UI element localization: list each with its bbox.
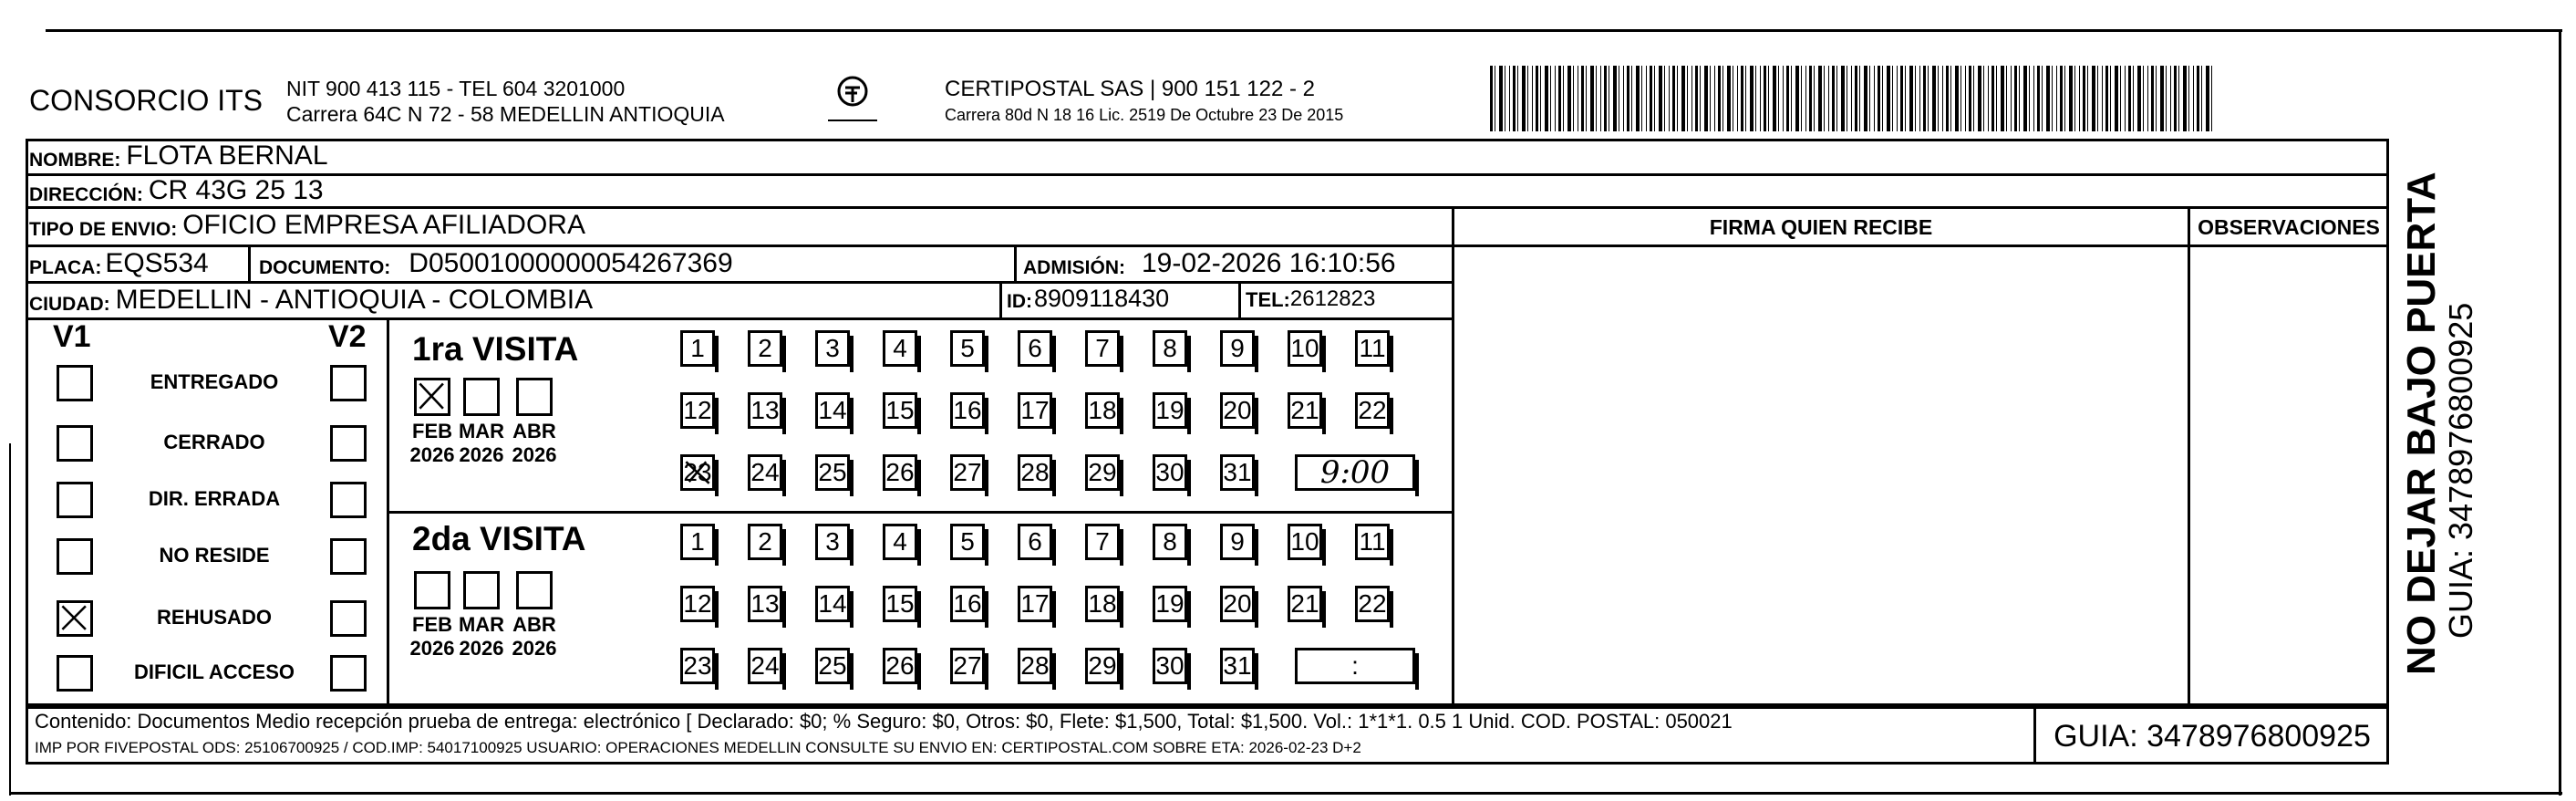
- first-month-checkbox[interactable]: [463, 378, 500, 416]
- v2-label: V2: [328, 319, 367, 354]
- id-divider: [999, 281, 1002, 317]
- second-day-number: 28: [1020, 651, 1050, 680]
- tel-value: 2612823: [1289, 286, 1376, 311]
- page-top-border: [46, 29, 2562, 32]
- second-day-number: 19: [1155, 589, 1185, 618]
- footer-guia-divider: [2033, 706, 2036, 765]
- visit-divider: [387, 511, 1454, 514]
- side-warning: [2400, 164, 2478, 675]
- second-day-box[interactable]: [1220, 648, 1255, 684]
- first-day-box[interactable]: [883, 392, 917, 429]
- admision-row: [1023, 248, 1396, 279]
- first-day-box[interactable]: [1220, 330, 1255, 367]
- second-month-label: MAR 2026: [458, 613, 505, 660]
- second-month-checkbox[interactable]: [516, 571, 553, 609]
- status-label: NO RESIDE: [159, 544, 270, 567]
- tel-label: TEL:: [1246, 288, 1290, 311]
- admision-value: 19-02-2026 16:10:56: [1142, 248, 1396, 278]
- first-month-checkbox[interactable]: [414, 378, 450, 416]
- second-day-number: 8: [1163, 527, 1177, 556]
- nombre-label: NOMBRE:: [29, 150, 121, 171]
- observaciones-label: OBSERVACIONES: [2198, 215, 2380, 239]
- second-day-box[interactable]: [680, 524, 715, 560]
- second-day-number: 5: [960, 527, 975, 556]
- second-day-box[interactable]: [1153, 586, 1187, 622]
- status-label: CERRADO: [163, 431, 265, 453]
- first-day-number: 21: [1290, 396, 1319, 424]
- second-day-number: 25: [818, 651, 847, 680]
- first-day-number: 24: [750, 458, 780, 486]
- placa-row: [29, 248, 209, 279]
- first-month-label: FEB 2026: [409, 420, 455, 466]
- first-day-box[interactable]: [815, 454, 850, 491]
- second-day-number: 21: [1290, 589, 1319, 618]
- firma-left-divider: [1452, 206, 1454, 706]
- id-value: 8909118430: [1034, 285, 1170, 312]
- first-day-number: 9: [1230, 334, 1245, 362]
- first-day-box[interactable]: [1220, 454, 1255, 491]
- first-day-box[interactable]: [1018, 330, 1052, 367]
- first-day-box[interactable]: [1355, 392, 1390, 429]
- second-month-label: FEB 2026: [409, 613, 455, 660]
- second-day-number: 3: [825, 527, 840, 556]
- documento-row: [259, 248, 733, 279]
- v1-checkbox[interactable]: [57, 365, 93, 401]
- direccion-value: CR 43G 25 13: [148, 175, 324, 205]
- row-line-5: [26, 317, 1454, 320]
- first-day-box[interactable]: [950, 454, 985, 491]
- status-label: DIR. ERRADA: [148, 487, 281, 510]
- first-day-number: 8: [1163, 334, 1177, 362]
- first-day-box[interactable]: [748, 330, 782, 367]
- first-day-box[interactable]: [1153, 454, 1187, 491]
- second-day-box[interactable]: [1153, 524, 1187, 560]
- second-time-box[interactable]: [1295, 648, 1415, 684]
- first-day-box[interactable]: [1153, 392, 1187, 429]
- placa-divider: [248, 244, 251, 281]
- second-day-box[interactable]: [950, 524, 985, 560]
- second-day-number: 23: [683, 651, 712, 680]
- second-day-box[interactable]: [1288, 524, 1322, 560]
- second-day-box[interactable]: [680, 648, 715, 684]
- first-day-box[interactable]: [1085, 392, 1120, 429]
- first-day-box[interactable]: [680, 392, 715, 429]
- first-time-value: 9:00: [1319, 454, 1391, 491]
- second-day-number: 6: [1028, 527, 1042, 556]
- second-day-number: 31: [1223, 651, 1252, 680]
- direccion-row: [29, 175, 324, 206]
- v1-checkbox[interactable]: [57, 600, 93, 637]
- first-day-number: 2: [758, 334, 772, 362]
- first-day-box[interactable]: [1288, 330, 1322, 367]
- second-time-value: :: [1351, 651, 1359, 680]
- first-month-checkbox[interactable]: [516, 378, 553, 416]
- second-day-box[interactable]: [1288, 586, 1322, 622]
- second-day-box[interactable]: [815, 586, 850, 622]
- first-day-box[interactable]: [815, 392, 850, 429]
- second-day-number: 22: [1358, 589, 1387, 618]
- second-day-box[interactable]: [748, 648, 782, 684]
- first-day-box[interactable]: [1220, 392, 1255, 429]
- first-day-number: 3: [825, 334, 840, 362]
- first-day-box[interactable]: [815, 330, 850, 367]
- id-row: [1007, 285, 1169, 313]
- first-day-number: 20: [1223, 396, 1252, 424]
- v1-checkbox[interactable]: [57, 482, 93, 518]
- second-day-number: 13: [750, 589, 780, 618]
- second-day-number: 16: [953, 589, 982, 618]
- second-day-box[interactable]: [748, 524, 782, 560]
- footer-line-2: IMP POR FIVEPOSTAL ODS: 25106700925 / COD.IMP: 54017100925 USUARIO: OPERACIONES MEDELLIN CONSULTE SU ENVIO EN: CERTIPOSTAL.COM SOBRE ETA: 2026-02-23 D+2: [35, 739, 1361, 756]
- second-day-box[interactable]: [950, 648, 985, 684]
- first-visit-title: 1ra VISITA: [412, 330, 579, 368]
- v2-checkbox[interactable]: [330, 482, 367, 518]
- firma-label: FIRMA QUIEN RECIBE: [1709, 215, 1933, 239]
- first-day-number: 29: [1088, 458, 1117, 486]
- v1-checkbox[interactable]: [57, 425, 93, 462]
- carrier-line-2: Carrera 80d N 18 16 Lic. 2519 De Octubre 23 De 2015: [945, 106, 1344, 124]
- second-day-box[interactable]: [1153, 648, 1187, 684]
- second-day-number: 14: [818, 589, 847, 618]
- first-day-box[interactable]: [1085, 454, 1120, 491]
- v2-checkbox[interactable]: [330, 600, 367, 637]
- second-day-number: 7: [1095, 527, 1110, 556]
- first-day-box[interactable]: [1018, 454, 1052, 491]
- second-day-number: 10: [1290, 527, 1319, 556]
- second-day-number: 15: [885, 589, 915, 618]
- second-day-number: 1: [690, 527, 705, 556]
- first-day-number: 10: [1290, 334, 1319, 362]
- second-month-checkbox[interactable]: [414, 571, 450, 609]
- second-day-box[interactable]: [1085, 586, 1120, 622]
- first-day-number: 25: [818, 458, 847, 486]
- first-day-box[interactable]: [680, 330, 715, 367]
- second-day-box[interactable]: [815, 648, 850, 684]
- company-line-1: NIT 900 413 115 - TEL 604 3201000: [286, 77, 626, 100]
- first-day-box[interactable]: [883, 330, 917, 367]
- tel-divider: [1238, 281, 1241, 317]
- second-day-number: 30: [1155, 651, 1185, 680]
- second-day-box[interactable]: [883, 586, 917, 622]
- documento-label: DOCUMENTO:: [259, 257, 391, 278]
- first-day-box[interactable]: [1288, 392, 1322, 429]
- second-day-box[interactable]: [680, 586, 715, 622]
- placa-label: PLACA:: [29, 257, 102, 278]
- second-day-box[interactable]: [1355, 524, 1390, 560]
- second-day-box[interactable]: [748, 586, 782, 622]
- first-day-number: 26: [885, 458, 915, 486]
- first-day-box[interactable]: [950, 392, 985, 429]
- no-dejar-bajo-puerta: NO DEJAR BAJO PUERTA: [2399, 172, 2444, 675]
- v1-checkbox[interactable]: [57, 655, 93, 692]
- second-day-box[interactable]: [1018, 524, 1052, 560]
- second-day-number: 29: [1088, 651, 1117, 680]
- second-day-box[interactable]: [1085, 648, 1120, 684]
- first-day-number: 12: [683, 396, 712, 424]
- first-day-number: 31: [1223, 458, 1252, 486]
- tel-row: [1246, 286, 1375, 312]
- first-day-box[interactable]: [950, 330, 985, 367]
- placa-value: EQS534: [105, 248, 209, 278]
- first-day-number: 15: [885, 396, 915, 424]
- first-day-number: 6: [1028, 334, 1042, 362]
- first-day-box[interactable]: [1085, 330, 1120, 367]
- side-guia: GUIA: 3478976800925: [2442, 302, 2479, 639]
- second-day-box[interactable]: [815, 524, 850, 560]
- direccion-label: DIRECCIÓN:: [29, 184, 143, 205]
- second-day-number: 9: [1230, 527, 1245, 556]
- first-day-number: 13: [750, 396, 780, 424]
- row-line-1: [26, 173, 2389, 176]
- page-right-border: [2559, 29, 2561, 796]
- second-day-box[interactable]: [1018, 648, 1052, 684]
- second-day-box[interactable]: [1220, 524, 1255, 560]
- documento-value: D05001000000054267369: [409, 248, 733, 278]
- second-day-number: 27: [953, 651, 982, 680]
- first-day-number: 16: [953, 396, 982, 424]
- ciudad-label: CIUDAD:: [29, 294, 110, 315]
- second-day-box[interactable]: [1018, 586, 1052, 622]
- carrier-line-1: CERTIPOSTAL SAS | 900 151 122 - 2: [945, 77, 1315, 101]
- second-day-box[interactable]: [1355, 586, 1390, 622]
- admision-divider: [1014, 244, 1017, 281]
- first-day-number: 4: [893, 334, 907, 362]
- second-day-number: 26: [885, 651, 915, 680]
- second-day-number: 18: [1088, 589, 1117, 618]
- admision-label: ADMISIÓN:: [1023, 257, 1125, 278]
- page-bottom-border: [9, 792, 2562, 795]
- first-day-number: 23: [683, 458, 712, 486]
- second-day-box[interactable]: [883, 648, 917, 684]
- second-visit-title: 2da VISITA: [412, 520, 586, 557]
- ciudad-row: [29, 285, 593, 316]
- v1-label: V1: [53, 319, 91, 354]
- first-day-box[interactable]: [680, 454, 715, 491]
- tipo-label: TIPO DE ENVIO:: [29, 219, 178, 240]
- first-day-number: 18: [1088, 396, 1117, 424]
- v2-checkbox[interactable]: [330, 425, 367, 462]
- first-day-box[interactable]: [748, 454, 782, 491]
- second-day-number: 12: [683, 589, 712, 618]
- first-day-number: 11: [1359, 334, 1386, 362]
- second-day-number: 2: [758, 527, 772, 556]
- first-day-box[interactable]: [1355, 330, 1390, 367]
- ciudad-value: MEDELLIN - ANTIOQUIA - COLOMBIA: [115, 285, 594, 315]
- nombre-row: [29, 140, 328, 172]
- first-day-box[interactable]: [1153, 330, 1187, 367]
- company-line-2: Carrera 64C N 72 - 58 MEDELLIN ANTIOQUIA: [286, 102, 725, 126]
- first-day-number: 7: [1095, 334, 1110, 362]
- barcode: [1490, 66, 2212, 131]
- first-day-number: 30: [1155, 458, 1185, 486]
- first-day-number: 14: [818, 396, 847, 424]
- first-month-label: MAR 2026: [458, 420, 505, 466]
- first-month-label: ABR 2026: [512, 420, 557, 466]
- status-label: REHUSADO: [157, 606, 272, 629]
- first-day-number: 19: [1155, 396, 1185, 424]
- footer-guia: GUIA: 3478976800925: [2054, 719, 2371, 754]
- v2-checkbox[interactable]: [330, 655, 367, 692]
- status-label: DIFICIL ACCESO: [133, 661, 295, 683]
- tipo-row: [29, 210, 585, 241]
- day-handwritten-mark: [683, 457, 712, 488]
- first-day-number: 27: [953, 458, 982, 486]
- first-day-number: 17: [1020, 396, 1050, 424]
- first-day-box[interactable]: [1018, 392, 1052, 429]
- second-day-box[interactable]: [1085, 524, 1120, 560]
- v2-checkbox[interactable]: [330, 538, 367, 575]
- left-edge-mark: [9, 443, 11, 796]
- row-line-2: [26, 206, 2389, 209]
- id-label: ID:: [1007, 291, 1032, 312]
- company-name: CONSORCIO ITS: [29, 84, 264, 117]
- nombre-value: FLOTA BERNAL: [126, 140, 328, 171]
- second-month-checkbox[interactable]: [463, 571, 500, 609]
- first-day-number: 1: [690, 334, 705, 362]
- second-day-number: 11: [1359, 527, 1386, 556]
- second-day-number: 20: [1223, 589, 1252, 618]
- first-day-box[interactable]: [748, 392, 782, 429]
- status-label: ENTREGADO: [150, 370, 279, 393]
- first-day-number: 22: [1358, 396, 1387, 424]
- second-day-number: 24: [750, 651, 780, 680]
- second-day-box[interactable]: [950, 586, 985, 622]
- first-day-box[interactable]: [883, 454, 917, 491]
- v1-checkbox[interactable]: [57, 538, 93, 575]
- second-day-number: 17: [1020, 589, 1050, 618]
- first-day-number: 5: [960, 334, 975, 362]
- second-day-box[interactable]: [1220, 586, 1255, 622]
- tipo-value: OFICIO EMPRESA AFILIADORA: [182, 210, 585, 240]
- second-month-label: ABR 2026: [512, 613, 557, 660]
- v2-checkbox[interactable]: [330, 365, 367, 401]
- obs-left-divider: [2188, 206, 2190, 706]
- certipostal-logo: [821, 73, 885, 128]
- first-day-number: 28: [1020, 458, 1050, 486]
- row-line-3: [26, 244, 2389, 247]
- second-day-number: 4: [893, 527, 907, 556]
- footer-line-1: Contenido: Documentos Medio recepción prueba de entrega: electrónico [ Declarado: $0; % Seguro: $0, Otros: $0, Flete: $1,500, Total: $1,500. Vol.: 1*1*1. 0.5 1 Unid. COD. POSTAL: 050021: [35, 710, 1733, 733]
- first-time-box[interactable]: [1295, 454, 1415, 491]
- second-day-box[interactable]: [883, 524, 917, 560]
